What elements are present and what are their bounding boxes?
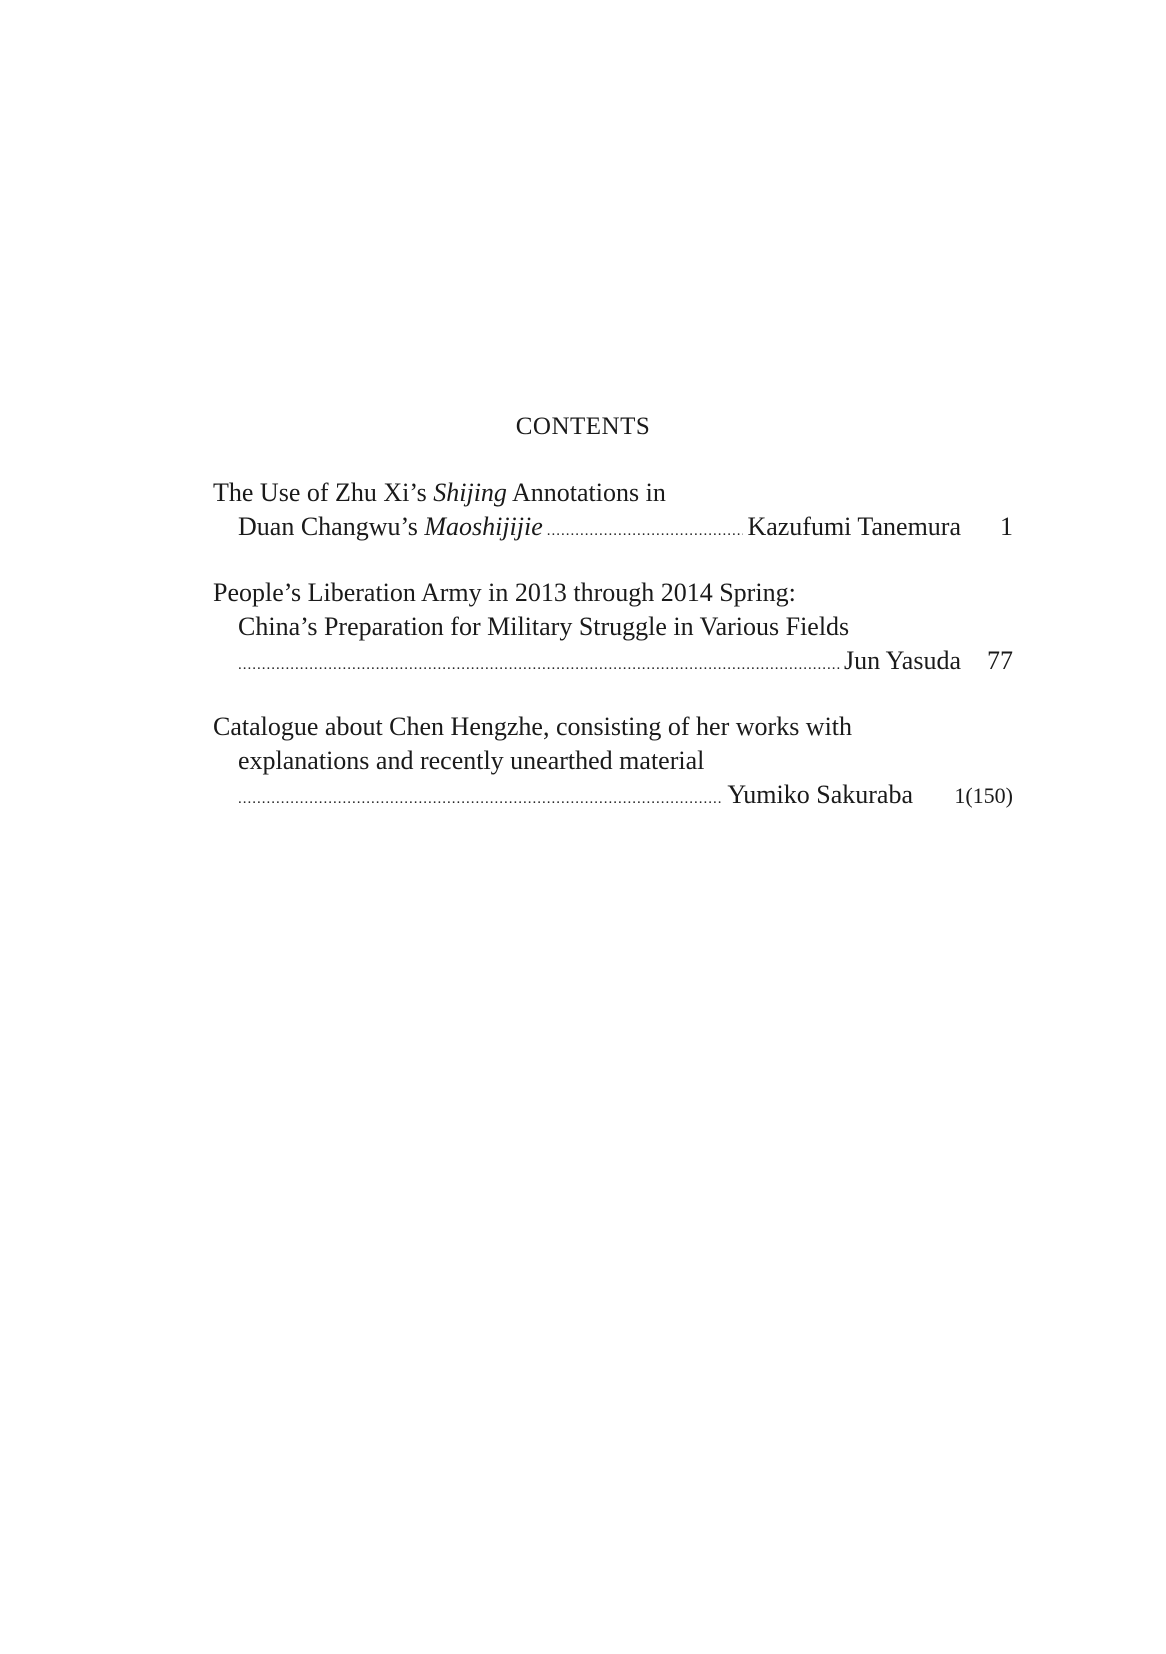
entry-title-line-2: China’s Preparation for Military Struggle in Various Fields — [238, 612, 850, 641]
entry-title-line-2 — [238, 510, 543, 544]
entry-title-line-2: explanations and recently unearthed material — [238, 746, 705, 775]
title-text: The Use of Zhu Xi’s — [213, 478, 434, 507]
entry-title-line-1: Catalogue about Chen Hengzhe, consisting of her works with — [213, 712, 853, 741]
toc-entry-1 — [213, 476, 1013, 544]
entry-page-number: 1 — [1000, 512, 1013, 541]
entry-leader-line — [213, 778, 1013, 812]
entry-page-number: 77 — [987, 646, 1013, 675]
dot-leader — [238, 648, 840, 682]
entry-leader-line — [213, 644, 1013, 678]
entry-author: Yumiko Sakuraba — [727, 780, 913, 809]
entry-author: Jun Yasuda — [843, 646, 961, 675]
toc-entry-3 — [213, 710, 1013, 812]
title-text: Annotations in — [506, 478, 666, 507]
entry-leader-line — [213, 510, 1013, 544]
title-text: Duan Changwu’s — [238, 512, 425, 541]
entry-page-number: 1(150) — [954, 783, 1013, 808]
title-italic: Shijing — [433, 478, 507, 507]
entry-title-line-1: People’s Liberation Army in 2013 through 2014 Spring: — [213, 578, 796, 607]
dot-leader — [238, 782, 723, 816]
toc-entry-2 — [213, 576, 1013, 678]
page-title: CONTENTS — [515, 413, 651, 440]
entry-author: Kazufumi Tanemura — [747, 512, 961, 541]
entry-title-line-1 — [213, 476, 1013, 510]
title-italic: Maoshijijie — [424, 512, 543, 541]
dot-leader — [547, 514, 744, 548]
table-of-contents — [213, 476, 1013, 844]
